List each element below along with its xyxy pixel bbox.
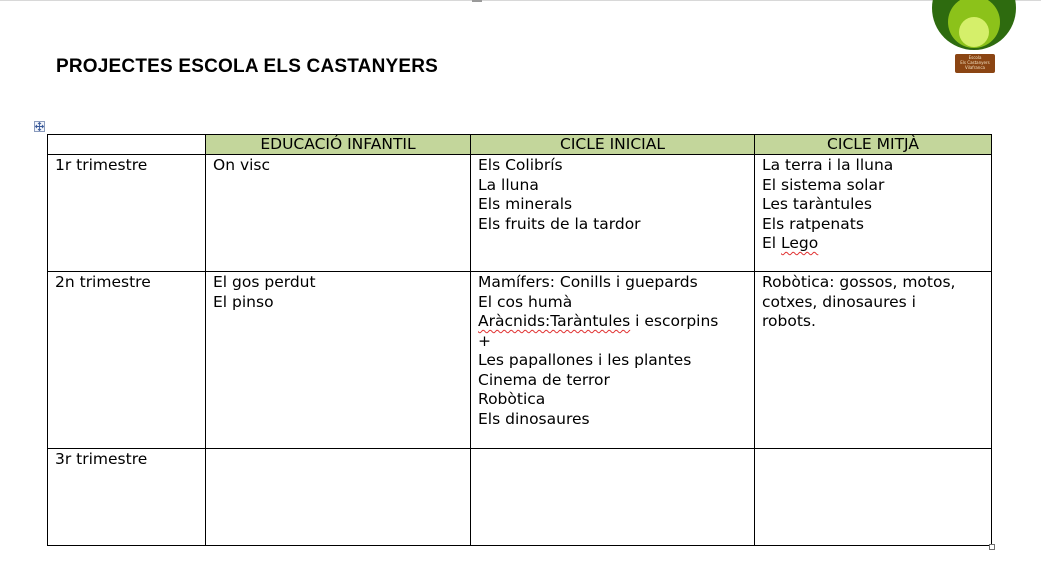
project-item: On visc (213, 156, 271, 174)
project-item-rest: i escorpins (630, 312, 719, 330)
project-item: El sistema solar (762, 175, 885, 194)
project-item: Cinema de terror (478, 370, 610, 389)
project-item: Els ratpenats (762, 214, 864, 233)
logo-caption (955, 55, 995, 73)
project-item: Robòtica (478, 390, 546, 408)
page-title: PROJECTES ESCOLA ELS CASTANYERS (56, 56, 439, 77)
logo-caption-line: Escola (968, 55, 982, 60)
project-item: + (478, 331, 491, 350)
mitja-cell[interactable] (755, 449, 992, 546)
project-item (478, 312, 747, 332)
header-cell-empty[interactable] (48, 135, 206, 155)
project-item: Les taràntules (762, 195, 872, 213)
logo-caption-line: Els Castanyers (960, 60, 990, 65)
ruler-marker (472, 0, 482, 2)
spellcheck-word: Lego (781, 234, 819, 252)
table-resize-handle[interactable] (989, 544, 995, 550)
project-item: El cos humà (478, 292, 573, 311)
project-item (762, 234, 984, 254)
infantil-cell[interactable] (206, 449, 471, 546)
row-label-cell[interactable]: 1r trimestre (48, 155, 206, 272)
mitja-cell[interactable] (755, 272, 992, 449)
inicial-cell[interactable] (471, 449, 755, 546)
table-row (48, 449, 992, 546)
move-arrows-icon (35, 122, 44, 131)
table-row (48, 272, 992, 449)
mitja-cell[interactable] (755, 155, 992, 272)
project-item: La terra i la lluna (762, 156, 894, 174)
project-item: La lluna (478, 175, 539, 194)
project-item: Els dinosaures (478, 409, 590, 428)
page-top-rule (0, 0, 1041, 1)
project-item: Robòtica: gossos, motos, (762, 273, 956, 291)
project-item: Mamífers: Conills i guepards (478, 273, 698, 291)
project-item-prefix: El (762, 234, 782, 252)
project-item: cotxes, dinosaures i (762, 292, 916, 311)
table-header-row (48, 135, 992, 155)
table-move-handle[interactable] (34, 121, 45, 132)
project-item: Les papallones i les plantes (478, 351, 692, 369)
project-item: El gos perdut (213, 273, 316, 291)
row-label-cell[interactable]: 3r trimestre (48, 449, 206, 546)
header-cell-cicle-mitja[interactable]: CICLE MITJÀ (755, 135, 992, 155)
project-item: El pinso (213, 292, 274, 311)
header-cell-educacio-infantil[interactable]: EDUCACIÓ INFANTIL (206, 135, 471, 155)
logo-caption-line: Vilafranca (964, 65, 985, 70)
inicial-cell[interactable] (471, 272, 755, 449)
header-cell-cicle-inicial[interactable]: CICLE INICIAL (471, 135, 755, 155)
infantil-cell[interactable] (206, 155, 471, 272)
spellcheck-word: Aràcnids:Taràntules (478, 312, 631, 330)
project-item: Els fruits de la tardor (478, 214, 641, 233)
infantil-cell[interactable] (206, 272, 471, 449)
row-label-cell[interactable]: 2n trimestre (48, 272, 206, 449)
table-row (48, 155, 992, 272)
projects-table[interactable] (47, 134, 992, 546)
project-item: Els Colibrís (478, 156, 563, 174)
project-item: Els minerals (478, 195, 573, 213)
inicial-cell[interactable] (471, 155, 755, 272)
project-item: robots. (762, 312, 816, 330)
